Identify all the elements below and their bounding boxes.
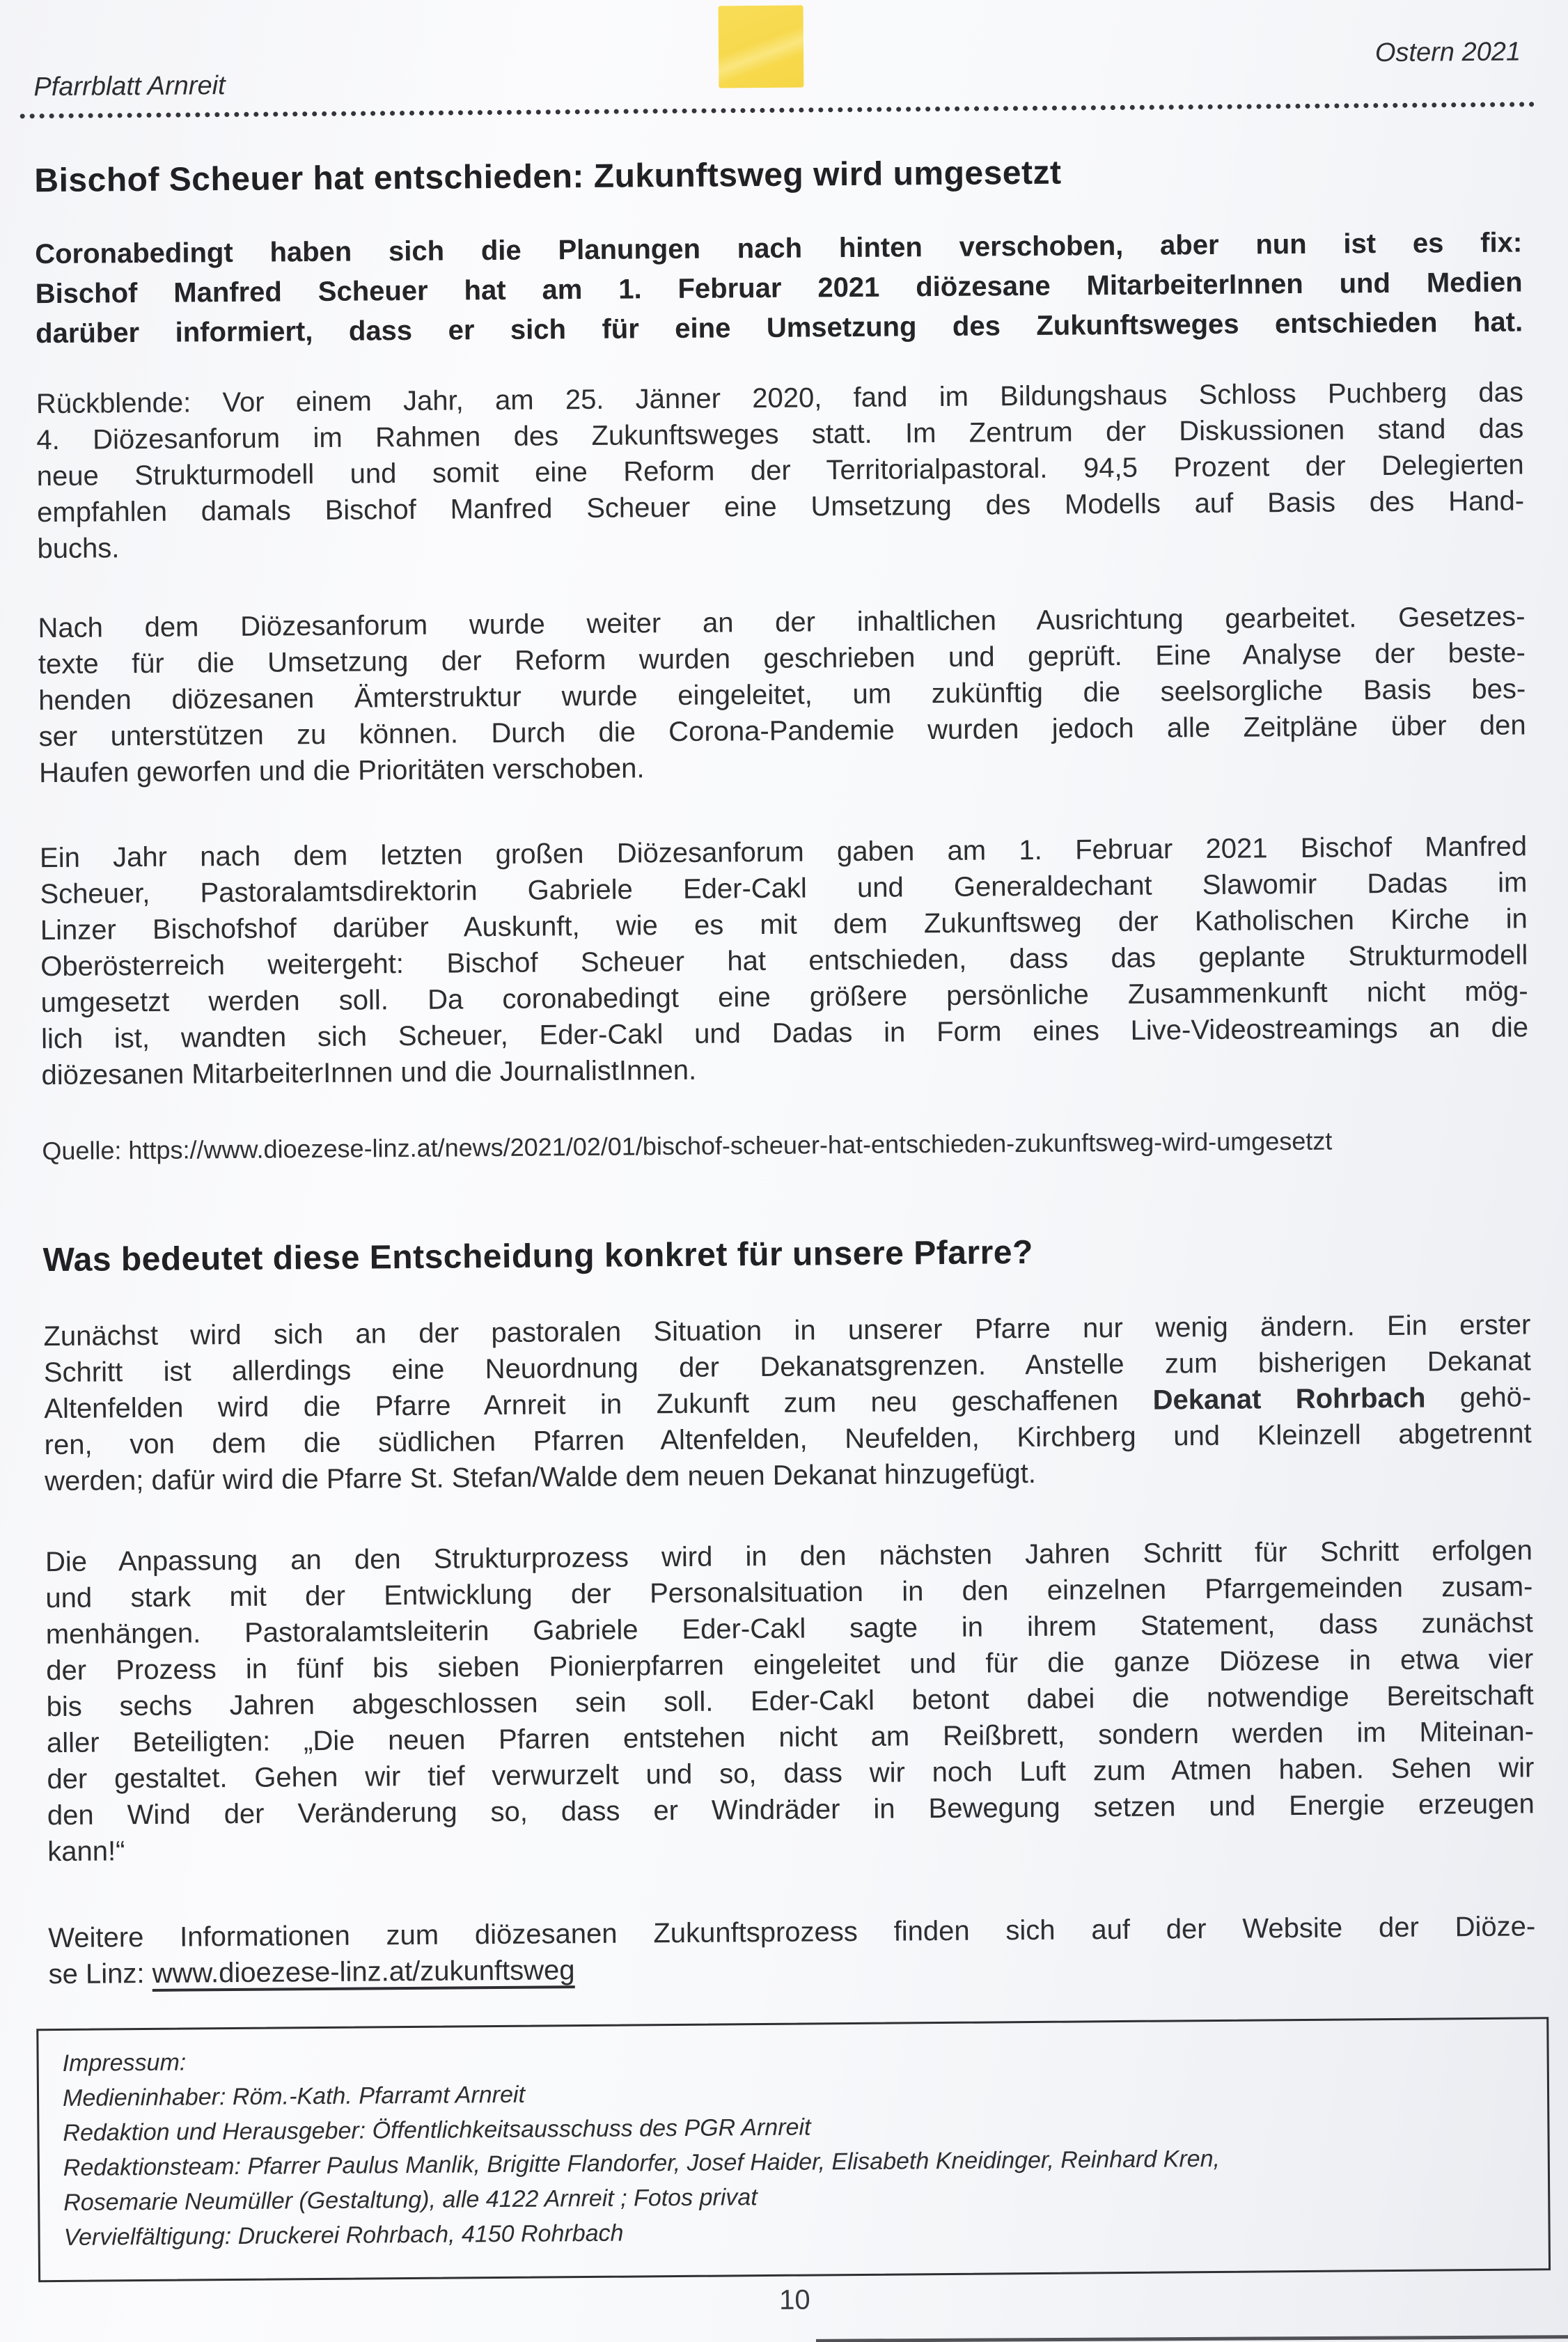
dotted-divider <box>20 102 1535 118</box>
text-line: Linzer Bischofshof darüber Auskunft, wie es mit dem Zukunftsweg der Katholischen Kirche in <box>40 903 1528 946</box>
text-line: Haufen geworfen und die Prioritäten verschoben. <box>38 753 645 789</box>
text-line: Oberösterreich weitergeht: Bischof Scheuer hat entschieden, dass das geplante Strukturmodell <box>40 939 1528 983</box>
inline-bold-text: Dekanat Rohrbach <box>1152 1382 1426 1416</box>
text-line: werden; dafür wird die Pfarre St. Stefan/Walde dem neuen Dekanat hinzugefügt. <box>44 1458 1037 1497</box>
yellow-logo <box>718 6 803 88</box>
text-line: Redaktionsteam: Pfarrer Paulus Manlik, Brigitte Flandorfer, Josef Haider, Elisabeth Kneidinger, Reinhard Kren, <box>63 2145 1221 2181</box>
text-line: der gestaltet. Gehen wir tief verwurzelt und so, dass wir noch Luft zum Atmen haben. Sehen wir <box>47 1752 1535 1795</box>
text-line: Rosemarie Neumüller (Gestaltung), alle 4122 Arnreit ; Fotos privat <box>63 2184 758 2216</box>
text-line: kann!“ <box>47 1836 125 1868</box>
newsletter-title: Pfarrblatt Arnreit <box>33 71 226 102</box>
section-paragraph-1 <box>43 1306 1532 1499</box>
source-line: Quelle: https://www.dioezese-linz.at/news/2021/02/01/bischof-scheuer-hat-entschieden-zukunftsweg-wird-umgesetzt <box>42 1126 1333 1166</box>
text-line: Vervielfältigung: Druckerei Rohrbach, 4150 Rohrbach <box>63 2219 624 2251</box>
text-line: Altenfelden wird die Pfarre Arnreit in Zukunft zum neu geschaffenen Dekanat Rohrbach gehö- <box>44 1382 1532 1425</box>
text-line: ren, von dem die südlichen Pfarren Altenfelden, Neufelden, Kirchberg und Kleinzell abgetrennt <box>44 1418 1532 1461</box>
text-line: darüber informiert, dass er sich für eine Umsetzung des Zukunftsweges entschieden hat. <box>35 306 1523 350</box>
text-line: lich ist, wandten sich Scheuer, Eder-Cakl und Dadas in Form eines Live-Videostreamings an die <box>40 1012 1529 1055</box>
text-line: Schritt ist allerdings eine Neuordnung der Dekanatsgrenzen. Anstelle zum bisherigen Dekanat <box>43 1345 1531 1389</box>
text-line: Die Anpassung an den Strukturprozess wird in den nächsten Jahren Schritt für Schritt erfolgen <box>45 1535 1533 1578</box>
text-line: Rückblende: Vor einem Jahr, am 25. Jänner 2020, fand im Bildungshaus Schloss Puchberg das <box>36 377 1524 420</box>
text-line: Bischof Manfred Scheuer hat am 1. Februar 2021 diözesane MitarbeiterInnen und Medien <box>35 267 1523 310</box>
text-line: Medieninhaber: Röm.-Kath. Pfarramt Arnreit <box>62 2081 526 2111</box>
text-line: Zunächst wird sich an der pastoralen Situation in unserer Pfarre nur wenig ändern. Ein erster <box>43 1309 1531 1352</box>
section-paragraph-3 <box>48 1908 1536 1992</box>
text-line: menhängen. Pastoralamtsleiterin Gabriele Eder-Cakl sagte in ihrem Statement, dass zunächst <box>45 1607 1533 1650</box>
section-paragraph-2 <box>45 1532 1535 1870</box>
text-line: und stark mit der Entwicklung der Personalsituation in den einzelnen Pfarrgemeinden zusam- <box>45 1571 1533 1614</box>
article-title: Bischof Scheuer hat entschieden: Zukunftsweg wird umgesetzt <box>34 154 1062 200</box>
text-line: Ein Jahr nach dem letzten großen Diözesanforum gaben am 1. Februar 2021 Bischof Manfred <box>39 831 1528 874</box>
text-line: den Wind der Veränderung so, dass er Windräder in Bewegung setzen und Energie erzeugen <box>47 1788 1535 1832</box>
article-paragraph-3 <box>40 828 1529 1093</box>
text-line: 4. Diözesanforum im Rahmen des Zukunftsweges statt. Im Zentrum der Diskussionen stand das <box>36 413 1524 456</box>
text-line: aller Beteiligten: „Die neuen Pfarren entstehen nicht am Reißbrett, sondern werden im Miteinan- <box>46 1716 1535 1759</box>
text-line: Impressum: <box>62 2049 187 2077</box>
text-line: empfahlen damals Bischof Manfred Scheuer eine Umsetzung des Modells auf Basis des Hand- <box>37 485 1525 529</box>
issue-date: Ostern 2021 <box>1374 37 1521 68</box>
text-line: Coronabedingt haben sich die Planungen nach hinten verschoben, aber nun ist es fix: <box>35 227 1523 270</box>
article-intro-paragraph <box>35 223 1523 354</box>
text-line: Redaktion und Herausgeber: Öffentlichkeitsausschuss des PGR Arnreit <box>63 2114 811 2146</box>
page-number: 10 <box>778 2284 810 2316</box>
text-line: umgesetzt werden soll. Da coronabedingt eine größere persönliche Zusammenkunft nicht mög- <box>40 976 1528 1019</box>
text-line: Weitere Informationen zum diözesanen Zukunftsprozess finden sich auf der Website der Diöze- <box>48 1911 1536 1954</box>
text-line: texte für die Umsetzung der Reform wurden geschrieben und geprüft. Eine Analyse der beste- <box>38 637 1526 680</box>
text-line: diözesanen MitarbeiterInnen und die JournalistInnen. <box>41 1054 697 1091</box>
text-line: Scheuer, Pastoralamtsdirektorin Gabriele Eder-Cakl und Generaldechant Slawomir Dadas im <box>40 867 1528 910</box>
section-title: Was bedeutet diese Entscheidung konkret für unsere Pfarre? <box>42 1233 1033 1279</box>
link-url: www.dioezese-linz.at/zukunftsweg <box>152 1955 575 1989</box>
text-line: buchs. <box>37 533 120 565</box>
text-line: der Prozess in fünf bis sieben Pionierpfarren eingeleitet und für die ganze Diözese in etwa vier <box>46 1644 1534 1687</box>
text-line: Nach dem Diözesanforum wurde weiter an der inhaltlichen Ausrichtung gearbeitet. Gesetzes- <box>38 601 1526 644</box>
text-line: neue Strukturmodell und somit eine Reform der Territorialpastoral. 94,5 Prozent der Delegierten <box>36 449 1524 492</box>
impressum-box <box>36 2017 1551 2282</box>
text-line: henden diözesanen Ämterstruktur wurde eingeleitet, um zukünftig die seelsorgliche Basis bes- <box>38 673 1526 717</box>
text-line: se Linz: www.dioezese-linz.at/zukunftsweg <box>48 1955 575 1990</box>
article-paragraph-1 <box>36 374 1525 567</box>
article-paragraph-2 <box>38 598 1526 791</box>
text-line: bis sechs Jahren abgeschlossen sein soll. Eder-Cakl betont dabei die notwendige Bereitschaft <box>46 1680 1534 1723</box>
text-line: ser unterstützen zu können. Durch die Corona-Pandemie wurden jedoch alle Zeitpläne über den <box>38 710 1526 753</box>
